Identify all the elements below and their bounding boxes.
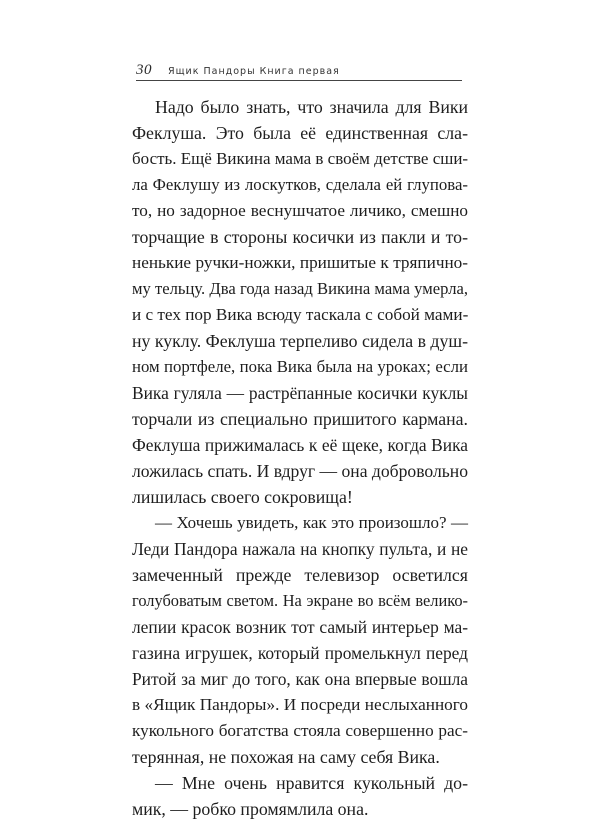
text-line: — Мне очень нравится кукольный до- [155,773,468,793]
text-line: в «Ящик Пандоры». И посреди неслыханного [132,695,468,714]
text-line: му тельцу. Два года назад Викина мама умерла, [132,279,468,298]
body-text [132,94,468,822]
text-line: ложилась спать. И вдруг — она добровольно [132,461,468,481]
header-divider [136,80,462,81]
text-line: — Хочешь увидеть, как это произошло? — [155,513,468,532]
text-line: то, но задорное веснушчатое личико, смешно [132,201,468,220]
text-line: ла Феклушу из лоскутков, сделала ей глупова- [132,175,468,194]
text-line: и с тех пор Вика всюду таскала с собой мами- [132,305,469,324]
text-line: Феклуша прижималась к её щеке, когда Вика [132,435,468,455]
text-line: Феклуша. Это была её единственная сла- [132,123,468,143]
running-title: Ящик Пандоры Книга первая [168,66,340,77]
text-line: лепии красок возник тот самый интерьер ма- [132,617,468,637]
text-line: ном портфеле, пока Вика была на уроках; если [132,357,468,376]
text-line: кукольного богатства стояла совершенно рас- [132,721,468,740]
text-line: замеченный прежде телевизор осветился [132,565,468,585]
text-line: ну куклу. Феклуша терпеливо сидела в душ- [132,331,468,351]
text-line: газина игрушек, который промелькнул перед [132,643,468,663]
text-line: торчащие в стороны косички из пакли и то- [132,227,468,247]
text-line: Леди Пандора нажала на кнопку пульта, и не [132,539,468,559]
text-line: Вика гуляла — растрёпанные косички куклы [132,383,468,403]
text-line: торчали из специально пришитого кармана. [132,409,468,429]
text-line: Надо было знать, что значила для Вики [155,97,468,117]
text-line: голубоватым светом. На экране во всём велико- [132,591,468,610]
text-line: бость. Ещё Викина мама в своём детстве сши- [132,149,469,168]
text-line: ненькие ручки-ножки, пришитые к тряпично- [132,253,468,272]
page-number: 30 [136,62,152,78]
text-line: мик, — робко промямлила она. [132,799,369,819]
text-line: лишилась своего сокровища! [132,487,353,507]
page-header [136,62,462,78]
text-line: Ритой за миг до того, как она впервые вошла [132,669,468,689]
text-line: терянная, не похожая на саму себя Вика. [132,747,440,767]
